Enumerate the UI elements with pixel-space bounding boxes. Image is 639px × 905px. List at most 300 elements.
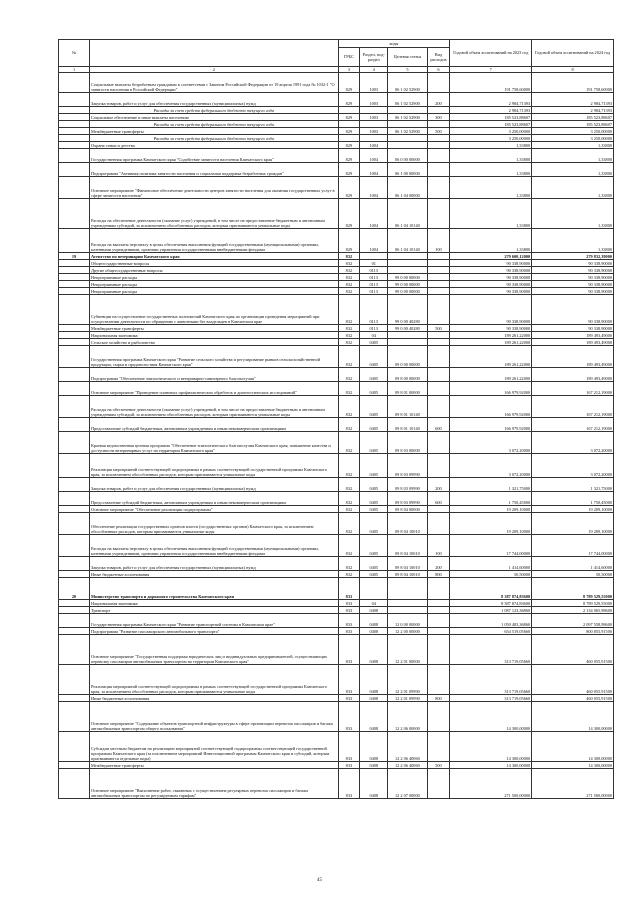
col-number: 3 bbox=[338, 67, 360, 73]
grbs-code: 832 bbox=[338, 478, 360, 492]
grbs-code: 829 bbox=[338, 163, 360, 177]
expense-type-code bbox=[427, 769, 450, 799]
table-row bbox=[59, 274, 614, 281]
row-number bbox=[59, 93, 90, 107]
table-row bbox=[59, 288, 614, 295]
expense-type-code bbox=[427, 288, 450, 295]
grbs-code bbox=[338, 135, 360, 142]
amount-2024: 2 984,71393 bbox=[532, 93, 614, 107]
row-name: Транспорт bbox=[90, 607, 338, 614]
row-number bbox=[59, 513, 90, 535]
row-name: Социальные выплаты безработным гражданам в соответствии с Законом Российской Федерации от 19 апреля 1991 года № 1032-1 "О занятости населения в Российской Федерации" bbox=[90, 73, 338, 93]
table-row bbox=[59, 418, 614, 432]
amount-2024: 460 055,91500 bbox=[532, 695, 614, 702]
amount-2024: 2 097 558,98600 bbox=[532, 614, 614, 628]
row-name: Обеспечение реализации государственных органов власти (государственных органов) Камчатского края, за исключением обособленных расходов, которым присваиваются уникальные коды bbox=[90, 513, 338, 535]
row-number bbox=[59, 614, 90, 628]
expense-type-code bbox=[427, 107, 450, 114]
expense-type-code bbox=[427, 281, 450, 288]
section-code: 0113 bbox=[360, 274, 388, 281]
expense-type-code: 600 bbox=[427, 492, 450, 506]
y2024-header: Годовой объем ассигнований на 2024 год bbox=[532, 40, 614, 67]
section-code: 0408 bbox=[360, 769, 388, 799]
amount-2024: 19 209,10000 bbox=[532, 506, 614, 513]
row-name: Сельское хозяйство и рыболовство bbox=[90, 339, 338, 346]
amount-2023: 313 719,05660 bbox=[450, 665, 532, 695]
amount-2024: 14 300,00000 bbox=[532, 732, 614, 762]
section-code bbox=[360, 135, 388, 142]
section-code: 1003 bbox=[360, 93, 388, 107]
amount-2024: 90 338,90000 bbox=[532, 295, 614, 325]
row-name: Межбюджетные трансферты bbox=[90, 325, 338, 332]
expense-type-code bbox=[427, 177, 450, 199]
row-number bbox=[59, 229, 90, 253]
expense-type-code bbox=[427, 142, 450, 149]
grbs-code: 832 bbox=[338, 295, 360, 325]
amount-2023: 8 387 874,83600 bbox=[450, 600, 532, 607]
target-code: 09 0 00 00000 bbox=[388, 346, 427, 368]
section-code bbox=[360, 578, 388, 600]
section-code: 0405 bbox=[360, 346, 388, 368]
expense-type-code bbox=[427, 578, 450, 600]
row-name: Закупка товаров, работ и услуг для обеспечения государственных (муниципальных) нужд bbox=[90, 557, 338, 571]
target-code bbox=[388, 607, 427, 614]
target-code: 12 2 07 00000 bbox=[388, 769, 427, 799]
grbs-code: 833 bbox=[338, 628, 360, 635]
section-code: 1004 bbox=[360, 142, 388, 149]
expense-type-code bbox=[427, 149, 450, 163]
grbs-code bbox=[338, 107, 360, 114]
target-code: 09 8 04 00000 bbox=[388, 506, 427, 513]
row-name: Агентство по ветеринарии Камчатского края bbox=[90, 253, 338, 260]
section-code bbox=[360, 107, 388, 114]
table-row bbox=[59, 114, 614, 121]
amount-2023: 90 338,90000 bbox=[450, 267, 532, 274]
target-code: 12 2 01 00000 bbox=[388, 635, 427, 665]
table-row bbox=[59, 382, 614, 396]
num-header: № bbox=[59, 40, 90, 67]
expense-type-code: 200 bbox=[427, 478, 450, 492]
table-row bbox=[59, 346, 614, 368]
row-name: Расходы за счет средств федерального бюджета текущего года bbox=[90, 107, 338, 114]
section-code: 01 bbox=[360, 260, 388, 267]
grbs-code: 829 bbox=[338, 93, 360, 107]
grbs-code: 829 bbox=[338, 229, 360, 253]
expense-type-code: 300 bbox=[427, 114, 450, 121]
section-code: 0408 bbox=[360, 614, 388, 628]
amount-2024: 1,33800 bbox=[532, 149, 614, 163]
row-number bbox=[59, 635, 90, 665]
row-number bbox=[59, 432, 90, 454]
amount-2024: 8 789 529,55000 bbox=[532, 578, 614, 600]
target-code: 06 1 02 52900 bbox=[388, 73, 427, 93]
target-code: 06 1 04 00000 bbox=[388, 177, 427, 199]
table-row bbox=[59, 695, 614, 702]
section-code: 0405 bbox=[360, 396, 388, 418]
target-code: 09 8 03 00000 bbox=[388, 432, 427, 454]
row-name: Охрана семьи и детства bbox=[90, 142, 338, 149]
target-code: 12 2 01 09990 bbox=[388, 665, 427, 695]
target-code: 09 8 01 10140 bbox=[388, 418, 427, 432]
row-name: Межбюджетные трансферты bbox=[90, 762, 338, 769]
name-header bbox=[90, 40, 338, 67]
grbs-code: 829 bbox=[338, 114, 360, 121]
grbs-code: 832 bbox=[338, 506, 360, 513]
expense-type-code bbox=[427, 295, 450, 325]
row-number bbox=[59, 535, 90, 557]
amount-2023: 1,33800 bbox=[450, 149, 532, 163]
expense-type-code bbox=[427, 199, 450, 229]
section-code: 0113 bbox=[360, 267, 388, 274]
amount-2023: 166 979,92000 bbox=[450, 418, 532, 432]
amount-2024: 1 750,45000 bbox=[532, 492, 614, 506]
section-code: 0408 bbox=[360, 628, 388, 635]
amount-2024: 3 250,00000 bbox=[532, 135, 614, 142]
row-name: Непрограммные расходы bbox=[90, 274, 338, 281]
target-code bbox=[388, 260, 427, 267]
amount-2023: 50,50000 bbox=[450, 571, 532, 578]
amount-2024: 14 300,00000 bbox=[532, 702, 614, 732]
row-name: Расходы на выплаты персоналу в целях обеспечения выполнения функций государственными (муниципальными) органами, казенными учреждениями, органами управления государственными внебюджетными фондами bbox=[90, 229, 338, 253]
grbs-code: 833 bbox=[338, 665, 360, 695]
section-code: 0113 bbox=[360, 288, 388, 295]
table-row bbox=[59, 454, 614, 478]
row-name: Национальная экономика bbox=[90, 600, 338, 607]
amount-2023: 19 209,10000 bbox=[450, 513, 532, 535]
target-code: 09 8 04 10010 bbox=[388, 513, 427, 535]
amount-2024: 1,33800 bbox=[532, 142, 614, 149]
row-name: Подпрограмма "Активная политика занятости населения и социальная поддержка безработных граждан" bbox=[90, 163, 338, 177]
amount-2024: 191 758,60000 bbox=[532, 73, 614, 93]
row-number bbox=[59, 332, 90, 339]
amount-2024: 17 744,00000 bbox=[532, 535, 614, 557]
amount-2024: 90 338,90000 bbox=[532, 260, 614, 267]
target-code: 06 0 00 00000 bbox=[388, 149, 427, 163]
grbs-code: 833 bbox=[338, 695, 360, 702]
table-row bbox=[59, 665, 614, 695]
section-header: Раздел, под-раздел bbox=[360, 48, 388, 67]
amount-2023: 90 338,90000 bbox=[450, 325, 532, 332]
table-row bbox=[59, 260, 614, 267]
row-number bbox=[59, 260, 90, 267]
row-number bbox=[59, 571, 90, 578]
amount-2024: 800 855,91500 bbox=[532, 628, 614, 635]
amount-2023: 313 719,05660 bbox=[450, 695, 532, 702]
section-code: 0408 bbox=[360, 762, 388, 769]
grbs-code: 832 bbox=[338, 325, 360, 332]
grbs-code: 833 bbox=[338, 578, 360, 600]
row-number bbox=[59, 114, 90, 121]
amount-2023: 90 338,90000 bbox=[450, 274, 532, 281]
row-number bbox=[59, 149, 90, 163]
target-code: 09 8 04 10010 bbox=[388, 557, 427, 571]
table-row bbox=[59, 253, 614, 260]
amount-2023: 1 050 483,36860 bbox=[450, 614, 532, 628]
section-code: 0405 bbox=[360, 513, 388, 535]
section-code: 0113 bbox=[360, 325, 388, 332]
section-code: 1003 bbox=[360, 73, 388, 93]
amount-2023: 90 338,90000 bbox=[450, 260, 532, 267]
grbs-code: 832 bbox=[338, 288, 360, 295]
target-code: 06 1 02 52900 bbox=[388, 128, 427, 135]
row-name: Расходы на обеспечение деятельности (оказание услуг) учреждений, в том числе на предоставление бюджетным и автономным учреждениям субсидий, за исключением обособленных расходов, которым присваиваются уникальные коды bbox=[90, 199, 338, 229]
table-row bbox=[59, 578, 614, 600]
target-code: 09 8 04 10010 bbox=[388, 571, 427, 578]
y2023-header: Годовой объем ассигнований на 2023 год bbox=[450, 40, 532, 67]
target-code bbox=[388, 142, 427, 149]
section-code: 0405 bbox=[360, 382, 388, 396]
amount-2023: 313 719,05660 bbox=[450, 635, 532, 665]
target-code: 09 8 04 10010 bbox=[388, 535, 427, 557]
table-row bbox=[59, 396, 614, 418]
table-row bbox=[59, 478, 614, 492]
amount-2023: 189 261,22000 bbox=[450, 332, 532, 339]
table-row bbox=[59, 614, 614, 628]
table-row bbox=[59, 177, 614, 199]
amount-2023: 1 750,45000 bbox=[450, 492, 532, 506]
expense-type-code bbox=[427, 628, 450, 635]
section-code: 0113 bbox=[360, 295, 388, 325]
amount-2024: 90 338,90000 bbox=[532, 281, 614, 288]
grbs-code: 833 bbox=[338, 600, 360, 607]
table-row bbox=[59, 535, 614, 557]
target-code: 99 0 00 00000 bbox=[388, 274, 427, 281]
expense-type-code bbox=[427, 607, 450, 614]
amount-2024: 185 523,88607 bbox=[532, 121, 614, 128]
grbs-code: 832 bbox=[338, 368, 360, 382]
section-code: 0408 bbox=[360, 635, 388, 665]
expense-type-code bbox=[427, 665, 450, 695]
section-code: 0408 bbox=[360, 695, 388, 702]
expense-type-code: 200 bbox=[427, 557, 450, 571]
expense-type-code bbox=[427, 513, 450, 535]
grbs-code: 832 bbox=[338, 346, 360, 368]
target-code bbox=[388, 267, 427, 274]
table-row bbox=[59, 107, 614, 114]
row-number bbox=[59, 121, 90, 128]
section-code: 1003 bbox=[360, 114, 388, 121]
row-number bbox=[59, 107, 90, 114]
table-row bbox=[59, 432, 614, 454]
grbs-code: 833 bbox=[338, 607, 360, 614]
target-code: 06 1 02 52900 bbox=[388, 114, 427, 121]
section-code: 0405 bbox=[360, 368, 388, 382]
section-code: 0408 bbox=[360, 607, 388, 614]
row-name: Основное мероприятие "Проведение плановых профилактических обработок и диагностических исследований" bbox=[90, 382, 338, 396]
row-number bbox=[59, 557, 90, 571]
amount-2024: 1 414,60000 bbox=[532, 557, 614, 571]
grbs-code: 832 bbox=[338, 253, 360, 260]
amount-2023: 1,33800 bbox=[450, 229, 532, 253]
row-number bbox=[59, 163, 90, 177]
row-number bbox=[59, 382, 90, 396]
table-row bbox=[59, 732, 614, 762]
table-row bbox=[59, 121, 614, 128]
amount-2024: 189 493,49000 bbox=[532, 346, 614, 368]
section-code: 0408 bbox=[360, 665, 388, 695]
target-code: 06 1 02 52900 bbox=[388, 93, 427, 107]
amount-2024: 189 493,49000 bbox=[532, 368, 614, 382]
expense-type-code bbox=[427, 396, 450, 418]
amount-2023: 3 250,00000 bbox=[450, 135, 532, 142]
target-code: 99 0 00 00000 bbox=[388, 288, 427, 295]
table-row bbox=[59, 492, 614, 506]
row-name: Краевая ведомственная целевая программа "Обеспечение эпизоотического благополучия Камчатского края, повышение качества и доступности ветеринарных услуг на территории Камчатского края" bbox=[90, 432, 338, 454]
target-code bbox=[388, 135, 427, 142]
row-name: Подпрограмма "Развитие пассажирского автомобильного транспорта" bbox=[90, 628, 338, 635]
row-number: 19 bbox=[59, 253, 90, 260]
section-code: 0405 bbox=[360, 506, 388, 513]
row-number bbox=[59, 325, 90, 332]
row-number bbox=[59, 368, 90, 382]
grbs-code: 832 bbox=[338, 267, 360, 274]
amount-2023: 1,33800 bbox=[450, 142, 532, 149]
row-number bbox=[59, 267, 90, 274]
amount-2024: 460 055,91500 bbox=[532, 635, 614, 665]
amount-2023: 279 600,12000 bbox=[450, 253, 532, 260]
table-row bbox=[59, 267, 614, 274]
row-name: Субсидии местным бюджетам на реализацию мероприятий соответствующей подпрограммы соответствующей государственной программы Камчатского края (за исключением мероприятий Инвестиционной программы Камчатского края и субсидий, которым присваиваются отдельные коды) bbox=[90, 732, 338, 762]
row-name: Общегосударственные вопросы bbox=[90, 260, 338, 267]
table-row bbox=[59, 163, 614, 177]
grbs-code: 829 bbox=[338, 199, 360, 229]
section-code: 0405 bbox=[360, 535, 388, 557]
row-name: Предоставление субсидий бюджетным, автономным учреждениям и иным некоммерческим организациям bbox=[90, 418, 338, 432]
grbs-code: 832 bbox=[338, 492, 360, 506]
grbs-code: 829 bbox=[338, 142, 360, 149]
target-code bbox=[388, 107, 427, 114]
table-row bbox=[59, 600, 614, 607]
row-number bbox=[59, 418, 90, 432]
row-name: Реализация мероприятий соответствующей подпрограммы в рамках соответствующей государственной программы Камчатского края, за исключением обособленных расходов, которым присваиваются уникальные коды bbox=[90, 665, 338, 695]
amount-2023: 90 338,90000 bbox=[450, 295, 532, 325]
grbs-code: 833 bbox=[338, 762, 360, 769]
col-number: 6 bbox=[427, 67, 450, 73]
grbs-code: 832 bbox=[338, 339, 360, 346]
amount-2024: 1,33800 bbox=[532, 199, 614, 229]
row-number bbox=[59, 702, 90, 732]
row-name: Социальное обеспечение и иные выплаты населению bbox=[90, 114, 338, 121]
row-number bbox=[59, 769, 90, 799]
amount-2024: 1,33800 bbox=[532, 177, 614, 199]
section-code: 04 bbox=[360, 332, 388, 339]
section-code: 0405 bbox=[360, 432, 388, 454]
expense-type-code bbox=[427, 432, 450, 454]
row-name: Основное мероприятие "Содержание объектов транспортной инфраструктуры в сфере организации перевозок пассажиров и багажа автомобильным транспортом общего пользования" bbox=[90, 702, 338, 732]
table-row bbox=[59, 135, 614, 142]
amount-2024: 8 789 529,55000 bbox=[532, 600, 614, 607]
row-number bbox=[59, 339, 90, 346]
table-row bbox=[59, 769, 614, 799]
row-name: Министерство транспорта и дорожного строительства Камчатского края bbox=[90, 578, 338, 600]
target-code bbox=[388, 253, 427, 260]
row-number bbox=[59, 600, 90, 607]
expense-type-code bbox=[427, 73, 450, 93]
row-number bbox=[59, 454, 90, 478]
table-row bbox=[59, 199, 614, 229]
amount-2024: 460 055,91500 bbox=[532, 665, 614, 695]
row-name: Закупка товаров, работ и услуг для обеспечения государственных (муниципальных) нужд bbox=[90, 478, 338, 492]
table-row bbox=[59, 635, 614, 665]
target-code: 09 8 01 10140 bbox=[388, 396, 427, 418]
row-name: Другие общегосударственные вопросы bbox=[90, 267, 338, 274]
table-row bbox=[59, 325, 614, 332]
amount-2023: 3 072,20000 bbox=[450, 454, 532, 478]
row-name: Основное мероприятие "Обеспечение реализации подпрограммы" bbox=[90, 506, 338, 513]
grbs-code: 832 bbox=[338, 332, 360, 339]
grbs-code: 832 bbox=[338, 432, 360, 454]
target-code: 09 8 03 09990 bbox=[388, 478, 427, 492]
target-code: 12 0 00 00000 bbox=[388, 614, 427, 628]
amount-2024: 1,33800 bbox=[532, 163, 614, 177]
page-number: 45 bbox=[317, 878, 322, 883]
amount-2023: 14 300,00000 bbox=[450, 702, 532, 732]
row-number bbox=[59, 281, 90, 288]
grbs-code: 829 bbox=[338, 149, 360, 163]
expense-type-code: 500 bbox=[427, 128, 450, 135]
row-number bbox=[59, 628, 90, 635]
amount-2023: 17 744,00000 bbox=[450, 535, 532, 557]
amount-2023: 654 519,05660 bbox=[450, 628, 532, 635]
grbs-code: 832 bbox=[338, 454, 360, 478]
expense-type-code bbox=[427, 702, 450, 732]
grbs-code: 832 bbox=[338, 260, 360, 267]
section-code: 0405 bbox=[360, 418, 388, 432]
amount-2024: 2 134 065,98600 bbox=[532, 607, 614, 614]
target-code: 09 8 00 00000 bbox=[388, 368, 427, 382]
target-code: 06 1 00 00000 bbox=[388, 163, 427, 177]
type-header: Вид расходов bbox=[427, 48, 450, 67]
row-number bbox=[59, 762, 90, 769]
row-name: Расходы за счет средств федерального бюджета текущего года bbox=[90, 135, 338, 142]
expense-type-code bbox=[427, 506, 450, 513]
amount-2023: 189 261,22000 bbox=[450, 346, 532, 368]
row-number bbox=[59, 732, 90, 762]
row-number bbox=[59, 142, 90, 149]
amount-2024: 167 212,19000 bbox=[532, 418, 614, 432]
amount-2023: 14 300,00000 bbox=[450, 732, 532, 762]
target-code: 99 0 00 00000 bbox=[388, 281, 427, 288]
amount-2023: 191 758,60000 bbox=[450, 73, 532, 93]
expense-type-code bbox=[427, 267, 450, 274]
row-name: Межбюджетные трансферты bbox=[90, 128, 338, 135]
expense-type-code bbox=[427, 600, 450, 607]
expense-type-code: 200 bbox=[427, 93, 450, 107]
row-name: Непрограммные расходы bbox=[90, 288, 338, 295]
grbs-code: 832 bbox=[338, 535, 360, 557]
expense-type-code bbox=[427, 135, 450, 142]
amount-2023: 189 261,22000 bbox=[450, 339, 532, 346]
table-row bbox=[59, 295, 614, 325]
grbs-code: 833 bbox=[338, 614, 360, 628]
grbs-header: ГРБС bbox=[338, 48, 360, 67]
row-name: Закупка товаров, работ и услуг для обеспечения государственных (муниципальных) нужд bbox=[90, 93, 338, 107]
amount-2024: 90 338,90000 bbox=[532, 325, 614, 332]
amount-2023: 2 984,71393 bbox=[450, 93, 532, 107]
target-header: Целевая статья bbox=[388, 48, 427, 67]
section-code: 1004 bbox=[360, 149, 388, 163]
section-code bbox=[360, 253, 388, 260]
expense-type-code bbox=[427, 346, 450, 368]
amount-2023: 1 414,60000 bbox=[450, 557, 532, 571]
row-name: Национальная экономика bbox=[90, 332, 338, 339]
expense-type-code bbox=[427, 121, 450, 128]
row-number bbox=[59, 346, 90, 368]
amount-2024: 2 984,71393 bbox=[532, 107, 614, 114]
grbs-code: 833 bbox=[338, 635, 360, 665]
section-code: 1004 bbox=[360, 177, 388, 199]
section-code: 0405 bbox=[360, 492, 388, 506]
